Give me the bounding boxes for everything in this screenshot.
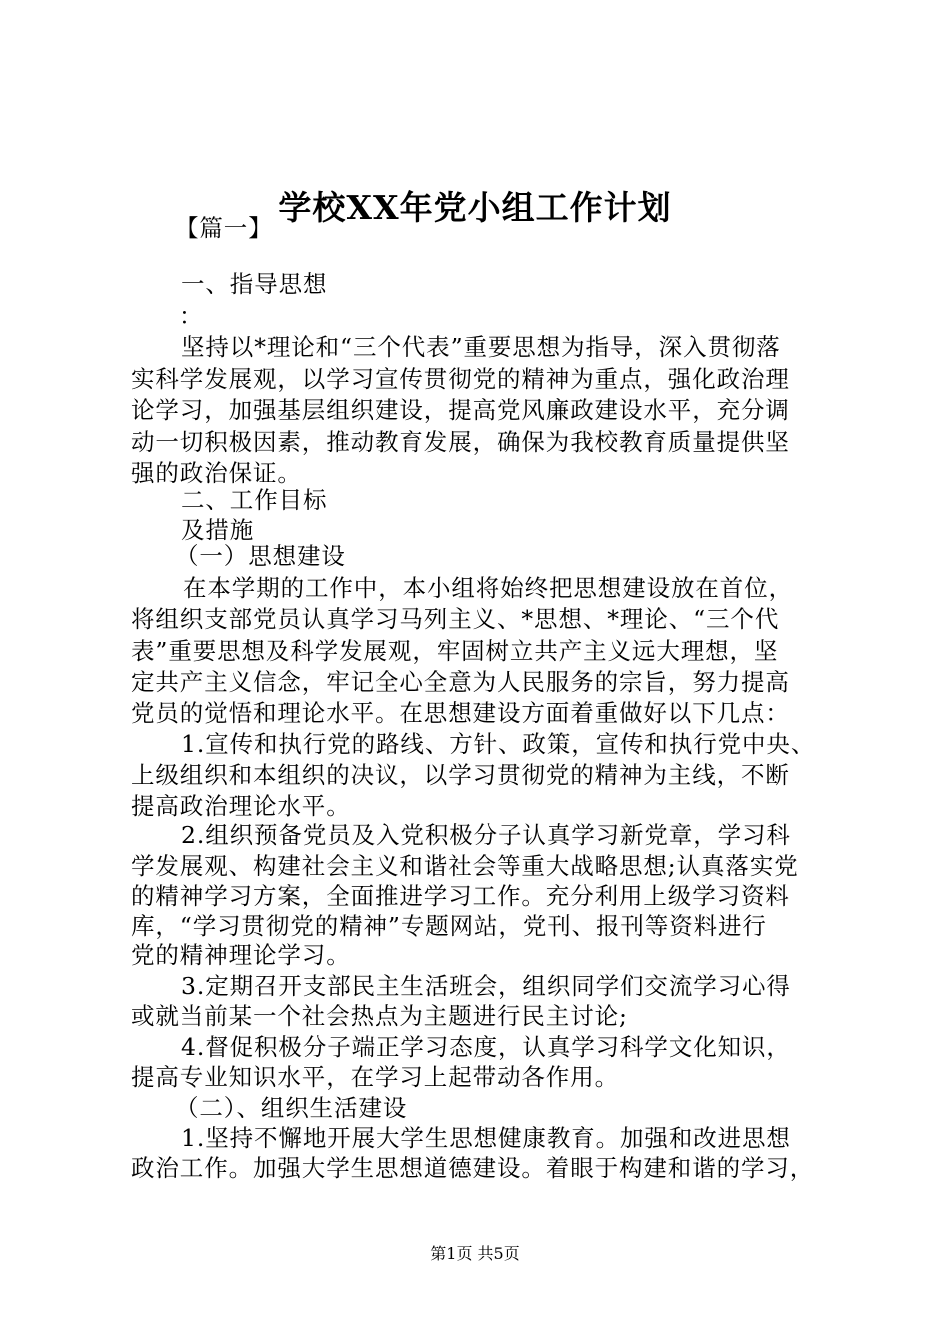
paragraph-line: 或就当前某一个社会热点为主题进行民主讨论; [131, 1002, 628, 1030]
paragraph-line: 动一切积极因素，推动教育发展，确保为我校教育质量提供坚 [131, 428, 790, 456]
heading-guiding-ideology: 一、指导思想 [181, 270, 328, 298]
subheading-organization-life: （二）、组织生活建设 [175, 1094, 408, 1122]
paragraph-line: 坚持以*理论和“三个代表”重要思想为指导，深入贯彻落 [181, 333, 781, 361]
list-item-line: 1.宣传和执行党的路线、方针、政策，宣传和执行党中央、 [181, 730, 816, 758]
paragraph-line: 将组织支部党员认真学习马列主义、*思想、*理论、“三个代 [131, 605, 780, 633]
paragraph-line: 的精神学习方案，全面推进学习工作。充分利用上级学习资料 [131, 882, 790, 910]
paragraph-line: 库，“学习贯彻党的精神”专题网站，党刊、报刊等资料进行 [131, 912, 767, 940]
subheading-ideological-building: （一）思想建设 [175, 542, 346, 570]
paragraph-line: 党的精神理论学习。 [131, 941, 351, 969]
list-item-line: 2.组织预备党员及入党积极分子认真学习新党章，学习科 [181, 821, 791, 849]
paragraph-line: 提高专业知识水平，在学习上起带动各作用。 [131, 1063, 619, 1091]
list-item-line: 4.督促积极分子端正学习态度，认真学习科学文化知识， [181, 1033, 791, 1061]
list-item-line: 1.坚持不懈地开展大学生思想健康教育。加强和改进思想 [181, 1124, 791, 1152]
paragraph-line: 实科学发展观，以学习宣传贯彻党的精神为重点，强化政治理 [131, 365, 790, 393]
list-item-line: 3.定期召开支部民主生活班会，组织同学们交流学习心得 [181, 972, 791, 1000]
paragraph-line: 上级组织和本组织的决议，以学习贯彻党的精神为主线，不断 [131, 761, 790, 789]
colon-line: ： [179, 302, 204, 330]
paragraph-line: 党员的觉悟和理论水平。在思想建设方面着重做好以下几点： [131, 699, 790, 727]
heading-measures: 及措施 [181, 516, 255, 544]
paragraph-line: 强的政治保证。 [131, 459, 302, 487]
paragraph-line: 表”重要思想及科学发展观，牢固树立共产主义远大理想，坚 [131, 637, 779, 665]
paragraph-line: 政治工作。加强大学生思想道德建设。着眼于构建和谐的学习， [131, 1154, 815, 1182]
paragraph-line: 定共产主义信念，牢记全心全意为人民服务的宗旨，努力提高 [131, 668, 790, 696]
paragraph-line: 学发展观、构建社会主义和谐社会等重大战略思想;认真落实党 [131, 852, 799, 880]
document-title: 学校XX年党小组工作计划 [278, 188, 672, 227]
section-label-part-one: 【篇一】 [175, 214, 273, 242]
heading-work-goals: 二、工作目标 [181, 486, 328, 514]
paragraph-line: 论学习，加强基层组织建设，提高党风廉政建设水平，充分调 [131, 396, 790, 424]
paragraph-line: 提高政治理论水平。 [131, 792, 351, 820]
paragraph-line: 在本学期的工作中，本小组将始终把思想建设放在首位， [183, 574, 793, 602]
page-footer: 第1页 共5页 [430, 1244, 520, 1263]
